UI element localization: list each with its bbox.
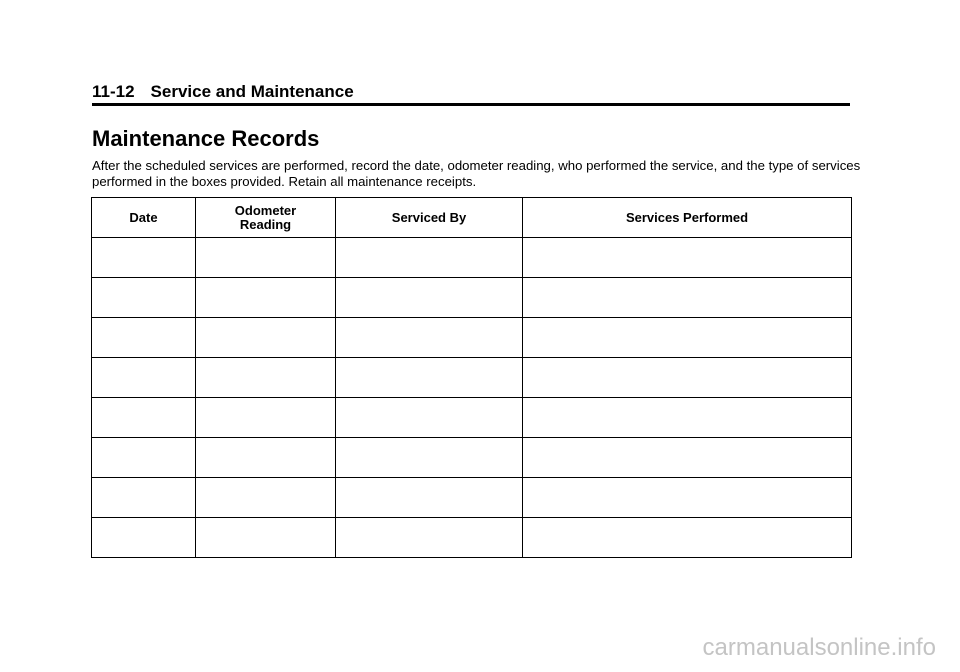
- record-cell[interactable]: [523, 238, 852, 278]
- page-number: 11-12: [92, 82, 135, 101]
- record-cell[interactable]: [336, 518, 523, 558]
- record-cell[interactable]: [336, 238, 523, 278]
- table-row: [92, 238, 852, 278]
- intro-paragraph: After the scheduled services are performed, record the date, odometer reading, who performed the service, and the type of services performed in the boxes provided. Retain all maintenance receipts.: [92, 158, 861, 189]
- record-cell[interactable]: [336, 438, 523, 478]
- record-cell[interactable]: [92, 518, 196, 558]
- record-cell[interactable]: [523, 518, 852, 558]
- record-cell[interactable]: [523, 478, 852, 518]
- table-row: [92, 438, 852, 478]
- record-cell[interactable]: [523, 398, 852, 438]
- record-cell[interactable]: [92, 238, 196, 278]
- maintenance-records-table: [91, 197, 852, 558]
- table-row: [92, 518, 852, 558]
- record-cell[interactable]: [196, 438, 336, 478]
- record-cell[interactable]: [196, 518, 336, 558]
- record-cell[interactable]: [523, 358, 852, 398]
- record-cell[interactable]: [196, 318, 336, 358]
- table-row: [92, 398, 852, 438]
- column-header-serviced-by: Serviced By: [336, 198, 523, 238]
- table-body: [92, 238, 852, 558]
- record-cell[interactable]: [92, 318, 196, 358]
- table-row: [92, 278, 852, 318]
- record-cell[interactable]: [196, 278, 336, 318]
- record-cell[interactable]: [92, 438, 196, 478]
- record-cell[interactable]: [92, 278, 196, 318]
- record-cell[interactable]: [196, 478, 336, 518]
- record-cell[interactable]: [523, 438, 852, 478]
- record-cell[interactable]: [196, 358, 336, 398]
- record-cell[interactable]: [336, 278, 523, 318]
- record-cell[interactable]: [523, 278, 852, 318]
- chapter-title: Service and Maintenance: [150, 82, 354, 101]
- table-header-row: [92, 198, 852, 238]
- table-row: [92, 318, 852, 358]
- record-cell[interactable]: [196, 238, 336, 278]
- record-cell[interactable]: [336, 358, 523, 398]
- record-cell[interactable]: [523, 318, 852, 358]
- table-row: [92, 358, 852, 398]
- record-cell[interactable]: [92, 398, 196, 438]
- watermark: carmanualsonline.info: [702, 634, 936, 661]
- column-header-date: Date: [92, 198, 196, 238]
- column-header-services-performed: Services Performed: [523, 198, 852, 238]
- table-row: [92, 478, 852, 518]
- record-cell[interactable]: [92, 358, 196, 398]
- record-cell[interactable]: [336, 318, 523, 358]
- running-header: [92, 82, 354, 102]
- record-cell[interactable]: [196, 398, 336, 438]
- page-header: [92, 82, 850, 106]
- record-cell[interactable]: [336, 478, 523, 518]
- record-cell[interactable]: [92, 478, 196, 518]
- odometer-header-label: Odometer Reading: [234, 202, 297, 232]
- column-header-odometer-reading: [196, 198, 336, 238]
- record-cell[interactable]: [336, 398, 523, 438]
- section-title: Maintenance Records: [92, 126, 320, 151]
